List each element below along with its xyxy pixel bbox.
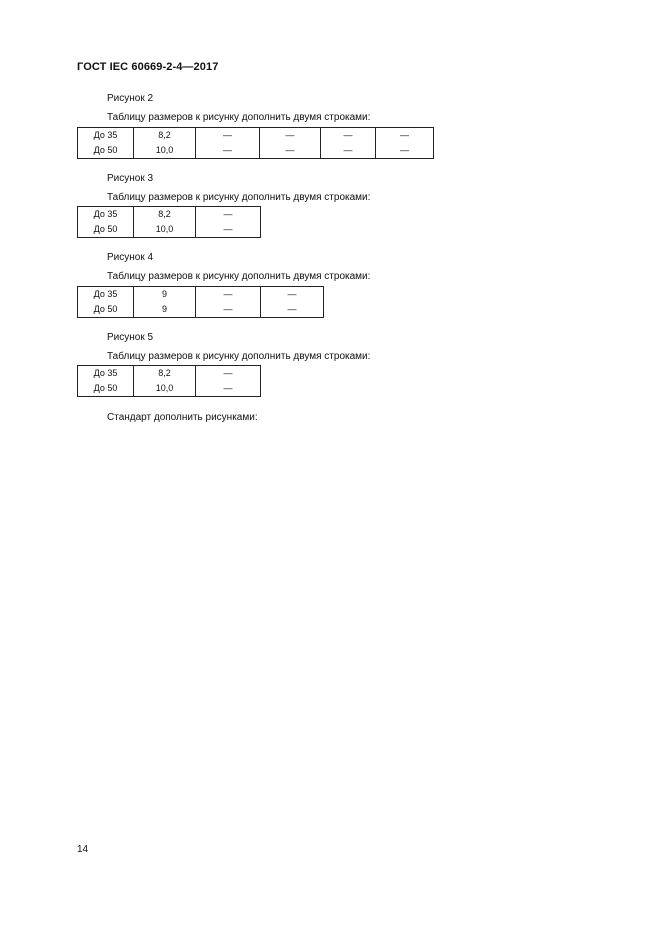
table-cell: До 35: [78, 128, 134, 144]
table-cell: —: [261, 287, 324, 303]
table-cell: До 50: [78, 302, 134, 318]
table-cell: 8,2: [134, 366, 196, 382]
table-cell: До 35: [78, 287, 134, 303]
figure-2-title: Рисунок 2: [107, 93, 154, 104]
page-number: 14: [77, 844, 89, 855]
table-cell: —: [321, 143, 376, 159]
figure-3-title: Рисунок 3: [107, 173, 154, 184]
table-cell: —: [261, 302, 324, 318]
table-cell: 9: [134, 302, 196, 318]
table-cell: До 50: [78, 222, 134, 238]
document-header: ГОСТ IEC 60669-2-4—2017: [77, 61, 219, 73]
table-row: [78, 143, 434, 159]
table-cell: До 35: [78, 366, 134, 382]
table-cell: До 35: [78, 207, 134, 223]
table-cell: —: [196, 302, 261, 318]
figure-3-instruction: Таблицу размеров к рисунку дополнить двумя строками:: [107, 192, 371, 203]
table-cell: —: [196, 143, 260, 159]
table-cell: —: [196, 381, 261, 397]
table-cell: —: [260, 128, 321, 144]
figure-4-size-table: [77, 286, 324, 318]
table-cell: —: [376, 128, 434, 144]
figure-2-instruction: Таблицу размеров к рисунку дополнить двумя строками:: [107, 112, 371, 123]
figure-3-size-table: [77, 206, 261, 238]
figure-5-instruction: Таблицу размеров к рисунку дополнить двумя строками:: [107, 351, 371, 362]
closing-instruction: Стандарт дополнить рисунками:: [107, 412, 258, 423]
figure-5-size-table: [77, 365, 261, 397]
table-cell: 8,2: [134, 207, 196, 223]
table-cell: —: [196, 207, 261, 223]
table-cell: 9: [134, 287, 196, 303]
table-cell: —: [196, 128, 260, 144]
table-cell: До 50: [78, 381, 134, 397]
table-row: [78, 287, 324, 303]
table-cell: —: [196, 222, 261, 238]
table-cell: 10,0: [134, 222, 196, 238]
table-row: [78, 222, 261, 238]
table-cell: 10,0: [134, 143, 196, 159]
figure-4-instruction: Таблицу размеров к рисунку дополнить двумя строками:: [107, 271, 371, 282]
figure-5-title: Рисунок 5: [107, 332, 154, 343]
table-row: [78, 302, 324, 318]
table-cell: —: [196, 287, 261, 303]
table-cell: —: [376, 143, 434, 159]
figure-2-size-table: [77, 127, 434, 159]
table-cell: —: [321, 128, 376, 144]
table-row: [78, 207, 261, 223]
table-cell: 8,2: [134, 128, 196, 144]
table-row: [78, 381, 261, 397]
table-cell: —: [260, 143, 321, 159]
table-row: [78, 128, 434, 144]
table-row: [78, 366, 261, 382]
table-cell: До 50: [78, 143, 134, 159]
table-cell: 10,0: [134, 381, 196, 397]
figure-4-title: Рисунок 4: [107, 252, 154, 263]
table-cell: —: [196, 366, 261, 382]
